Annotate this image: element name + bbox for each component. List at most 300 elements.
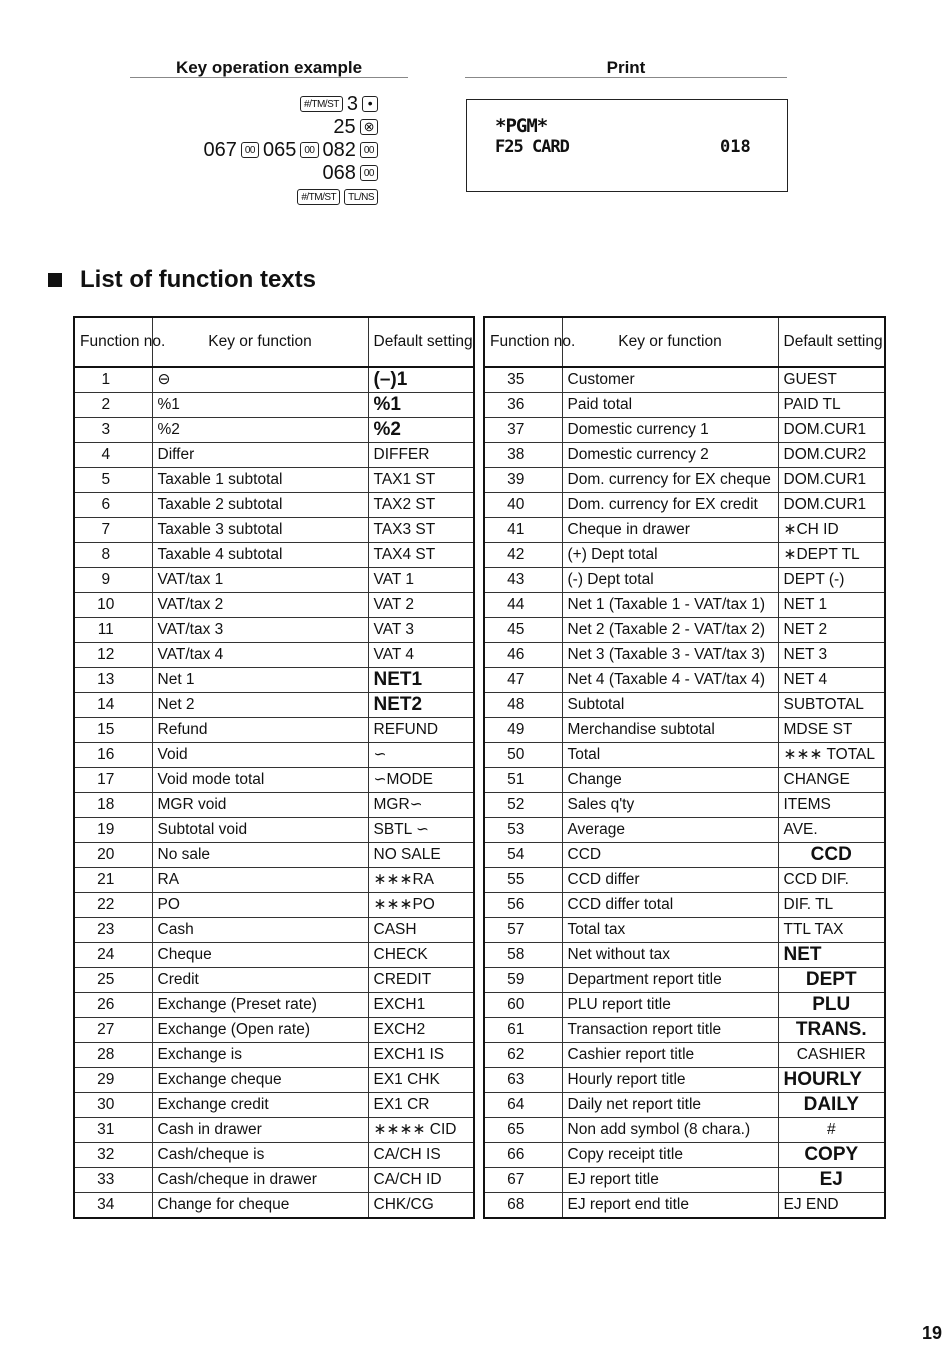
function-no-cell: 9 xyxy=(74,568,152,593)
print-receipt-box xyxy=(466,99,788,192)
key-sequence-line-2 xyxy=(333,116,378,138)
default-setting-cell: PLU xyxy=(778,993,885,1018)
key-digit: 067 xyxy=(203,139,237,161)
default-setting-cell: NET xyxy=(778,943,885,968)
function-no-cell: 53 xyxy=(484,818,562,843)
function-no-cell: 13 xyxy=(74,668,152,693)
key-or-function-cell: Exchange credit xyxy=(152,1093,368,1118)
table-row xyxy=(74,943,474,968)
table-row xyxy=(74,868,474,893)
table-row xyxy=(484,493,885,518)
default-setting-cell: ∗∗∗ TOTAL xyxy=(778,743,885,768)
key-or-function-cell: Taxable 4 subtotal xyxy=(152,543,368,568)
key-or-function-cell: Cash/cheque in drawer xyxy=(152,1168,368,1193)
key-or-function-cell: Net 3 (Taxable 3 - VAT/tax 3) xyxy=(562,643,778,668)
default-setting-cell: NET1 xyxy=(368,668,474,693)
default-setting-cell: GUEST xyxy=(778,367,885,393)
function-no-cell: 35 xyxy=(484,367,562,393)
default-setting-cell: EJ xyxy=(778,1168,885,1193)
default-setting-cell: ∽MODE xyxy=(368,768,474,793)
table-row xyxy=(74,543,474,568)
function-no-cell: 27 xyxy=(74,1018,152,1043)
tm-st-key: #/TM/ST xyxy=(300,96,343,112)
table-row xyxy=(74,1093,474,1118)
default-setting-cell: EJ END xyxy=(778,1193,885,1219)
key-or-function-cell: Void xyxy=(152,743,368,768)
table-row xyxy=(484,468,885,493)
key-or-function-cell: Total xyxy=(562,743,778,768)
function-no-cell: 45 xyxy=(484,618,562,643)
table-row xyxy=(484,693,885,718)
default-setting-cell: EX1 CR xyxy=(368,1093,474,1118)
key-or-function-cell: Exchange (Preset rate) xyxy=(152,993,368,1018)
header-key-or-function: Key or function xyxy=(152,317,368,367)
function-no-cell: 22 xyxy=(74,893,152,918)
key-or-function-cell: PO xyxy=(152,893,368,918)
table-row xyxy=(74,1043,474,1068)
function-no-cell: 18 xyxy=(74,793,152,818)
function-no-cell: 56 xyxy=(484,893,562,918)
function-no-cell: 8 xyxy=(74,543,152,568)
default-setting-cell: ∗CH ID xyxy=(778,518,885,543)
default-setting-cell: CHANGE xyxy=(778,768,885,793)
table-row xyxy=(74,718,474,743)
table-row xyxy=(74,893,474,918)
function-table-left xyxy=(73,316,475,1219)
table-body-left xyxy=(74,367,474,1218)
function-no-cell: 48 xyxy=(484,693,562,718)
default-setting-cell: SBTL ∽ xyxy=(368,818,474,843)
default-setting-cell: COPY xyxy=(778,1143,885,1168)
function-no-cell: 46 xyxy=(484,643,562,668)
key-operation-rule xyxy=(130,77,408,78)
function-no-cell: 12 xyxy=(74,643,152,668)
key-digit: 082 xyxy=(322,139,356,161)
key-or-function-cell: (-) Dept total xyxy=(562,568,778,593)
key-sequence-line-5 xyxy=(297,186,378,208)
key-sequence-line-1 xyxy=(300,93,378,115)
default-setting-cell: VAT 2 xyxy=(368,593,474,618)
table-row xyxy=(484,568,885,593)
key-or-function-cell: Refund xyxy=(152,718,368,743)
table-row xyxy=(74,918,474,943)
function-no-cell: 5 xyxy=(74,468,152,493)
key-or-function-cell: EJ report title xyxy=(562,1168,778,1193)
key-or-function-cell: CCD differ total xyxy=(562,893,778,918)
function-no-cell: 10 xyxy=(74,593,152,618)
key-or-function-cell: Change xyxy=(562,768,778,793)
key-or-function-cell: Cashier report title xyxy=(562,1043,778,1068)
default-setting-cell: %1 xyxy=(368,393,474,418)
function-no-cell: 1 xyxy=(74,367,152,393)
function-no-cell: 63 xyxy=(484,1068,562,1093)
header-key-or-function: Key or function xyxy=(562,317,778,367)
default-setting-cell: TAX4 ST xyxy=(368,543,474,568)
function-no-cell: 19 xyxy=(74,818,152,843)
function-no-cell: 67 xyxy=(484,1168,562,1193)
table-row xyxy=(74,418,474,443)
key-or-function-cell: Domestic currency 2 xyxy=(562,443,778,468)
function-no-cell: 7 xyxy=(74,518,152,543)
table-row xyxy=(484,618,885,643)
default-setting-cell: %2 xyxy=(368,418,474,443)
table-row xyxy=(484,718,885,743)
function-no-cell: 3 xyxy=(74,418,152,443)
key-or-function-cell: Subtotal xyxy=(562,693,778,718)
key-or-function-cell: ⊖ xyxy=(152,367,368,393)
key-or-function-cell: Cash xyxy=(152,918,368,943)
print-line-code: F25 CARD xyxy=(495,137,569,157)
table-row xyxy=(484,793,885,818)
table-row xyxy=(74,643,474,668)
default-setting-cell: CA/CH ID xyxy=(368,1168,474,1193)
default-setting-cell: EX1 CHK xyxy=(368,1068,474,1093)
table-row xyxy=(74,693,474,718)
function-no-cell: 25 xyxy=(74,968,152,993)
default-setting-cell: EXCH2 xyxy=(368,1018,474,1043)
default-setting-cell: VAT 4 xyxy=(368,643,474,668)
function-no-cell: 52 xyxy=(484,793,562,818)
key-or-function-cell: Customer xyxy=(562,367,778,393)
default-setting-cell: TTL TAX xyxy=(778,918,885,943)
table-row xyxy=(484,393,885,418)
key-or-function-cell: Dom. currency for EX credit xyxy=(562,493,778,518)
key-or-function-cell: %2 xyxy=(152,418,368,443)
function-no-cell: 14 xyxy=(74,693,152,718)
table-row xyxy=(484,818,885,843)
function-no-cell: 57 xyxy=(484,918,562,943)
key-digit: 3 xyxy=(346,93,358,115)
table-row xyxy=(484,1093,885,1118)
default-setting-cell: VAT 3 xyxy=(368,618,474,643)
function-no-cell: 36 xyxy=(484,393,562,418)
default-setting-cell: CHECK xyxy=(368,943,474,968)
key-or-function-cell: Daily net report title xyxy=(562,1093,778,1118)
table-row xyxy=(484,943,885,968)
table-row xyxy=(74,1018,474,1043)
table-row xyxy=(484,768,885,793)
table-row xyxy=(74,568,474,593)
function-no-cell: 28 xyxy=(74,1043,152,1068)
key-or-function-cell: Non add symbol (8 chara.) xyxy=(562,1118,778,1143)
key-or-function-cell: Credit xyxy=(152,968,368,993)
key-or-function-cell: Cheque xyxy=(152,943,368,968)
default-setting-cell: NET 3 xyxy=(778,643,885,668)
table-row xyxy=(484,968,885,993)
table-row xyxy=(484,367,885,393)
table-row xyxy=(74,443,474,468)
key-or-function-cell: VAT/tax 1 xyxy=(152,568,368,593)
default-setting-cell: ∗∗∗PO xyxy=(368,893,474,918)
double-zero-key: 00 xyxy=(241,142,259,158)
key-or-function-cell: Subtotal void xyxy=(152,818,368,843)
table-row xyxy=(74,393,474,418)
function-no-cell: 47 xyxy=(484,668,562,693)
function-no-cell: 41 xyxy=(484,518,562,543)
table-row xyxy=(74,668,474,693)
function-no-cell: 55 xyxy=(484,868,562,893)
key-or-function-cell: PLU report title xyxy=(562,993,778,1018)
table-row xyxy=(484,743,885,768)
table-row xyxy=(484,918,885,943)
key-or-function-cell: Net 1 (Taxable 1 - VAT/tax 1) xyxy=(562,593,778,618)
function-no-cell: 49 xyxy=(484,718,562,743)
table-row xyxy=(484,1168,885,1193)
table-row xyxy=(484,1018,885,1043)
key-or-function-cell: Copy receipt title xyxy=(562,1143,778,1168)
table-row xyxy=(484,1068,885,1093)
default-setting-cell: DOM.CUR1 xyxy=(778,493,885,518)
function-no-cell: 30 xyxy=(74,1093,152,1118)
table-row xyxy=(484,543,885,568)
key-or-function-cell: No sale xyxy=(152,843,368,868)
function-no-cell: 16 xyxy=(74,743,152,768)
key-digit: 25 xyxy=(333,116,356,138)
decimal-key: • xyxy=(362,96,378,112)
default-setting-cell: NET 1 xyxy=(778,593,885,618)
key-or-function-cell: Cash in drawer xyxy=(152,1118,368,1143)
function-no-cell: 64 xyxy=(484,1093,562,1118)
function-no-cell: 54 xyxy=(484,843,562,868)
default-setting-cell: VAT 1 xyxy=(368,568,474,593)
function-no-cell: 59 xyxy=(484,968,562,993)
double-zero-key: 00 xyxy=(300,142,318,158)
function-no-cell: 17 xyxy=(74,768,152,793)
function-no-cell: 33 xyxy=(74,1168,152,1193)
default-setting-cell: NO SALE xyxy=(368,843,474,868)
key-or-function-cell: Taxable 1 subtotal xyxy=(152,468,368,493)
table-row xyxy=(74,1118,474,1143)
function-no-cell: 2 xyxy=(74,393,152,418)
key-or-function-cell: EJ report end title xyxy=(562,1193,778,1219)
default-setting-cell: PAID TL xyxy=(778,393,885,418)
default-setting-cell: ∗∗∗∗ CID xyxy=(368,1118,474,1143)
default-setting-cell: ∗∗∗RA xyxy=(368,868,474,893)
header-default-setting: Default setting xyxy=(778,317,885,367)
function-no-cell: 58 xyxy=(484,943,562,968)
key-or-function-cell: Taxable 2 subtotal xyxy=(152,493,368,518)
multiply-key: ⊗ xyxy=(360,119,378,135)
default-setting-cell: CREDIT xyxy=(368,968,474,993)
key-or-function-cell: Cash/cheque is xyxy=(152,1143,368,1168)
key-or-function-cell: %1 xyxy=(152,393,368,418)
function-no-cell: 6 xyxy=(74,493,152,518)
table-row xyxy=(74,843,474,868)
table-row xyxy=(74,993,474,1018)
key-or-function-cell: Change for cheque xyxy=(152,1193,368,1219)
double-zero-key: 00 xyxy=(360,142,378,158)
function-no-cell: 4 xyxy=(74,443,152,468)
table-body-right xyxy=(484,367,885,1218)
table-row xyxy=(74,743,474,768)
default-setting-cell: DOM.CUR2 xyxy=(778,443,885,468)
default-setting-cell: TAX1 ST xyxy=(368,468,474,493)
default-setting-cell: DAILY xyxy=(778,1093,885,1118)
table-row xyxy=(74,968,474,993)
function-no-cell: 50 xyxy=(484,743,562,768)
table-row xyxy=(74,1068,474,1093)
function-no-cell: 21 xyxy=(74,868,152,893)
function-no-cell: 26 xyxy=(74,993,152,1018)
default-setting-cell: ∗DEPT TL xyxy=(778,543,885,568)
default-setting-cell: REFUND xyxy=(368,718,474,743)
print-heading: Print xyxy=(606,58,646,77)
function-no-cell: 51 xyxy=(484,768,562,793)
tl-ns-key: TL/NS xyxy=(344,189,378,205)
default-setting-cell: SUBTOTAL xyxy=(778,693,885,718)
function-no-cell: 34 xyxy=(74,1193,152,1219)
function-no-cell: 24 xyxy=(74,943,152,968)
default-setting-cell: CHK/CG xyxy=(368,1193,474,1219)
key-or-function-cell: Net 1 xyxy=(152,668,368,693)
key-or-function-cell: Differ xyxy=(152,443,368,468)
function-no-cell: 31 xyxy=(74,1118,152,1143)
default-setting-cell: TRANS. xyxy=(778,1018,885,1043)
default-setting-cell: DEPT xyxy=(778,968,885,993)
key-or-function-cell: Net 2 (Taxable 2 - VAT/tax 2) xyxy=(562,618,778,643)
function-no-cell: 32 xyxy=(74,1143,152,1168)
default-setting-cell: MGR∽ xyxy=(368,793,474,818)
table-row xyxy=(484,643,885,668)
table-row xyxy=(74,468,474,493)
key-or-function-cell: VAT/tax 4 xyxy=(152,643,368,668)
key-sequence-line-3 xyxy=(204,139,379,161)
key-or-function-cell: Net 2 xyxy=(152,693,368,718)
key-sequence-line-4 xyxy=(323,162,379,184)
key-or-function-cell: Transaction report title xyxy=(562,1018,778,1043)
key-or-function-cell: Exchange (Open rate) xyxy=(152,1018,368,1043)
table-header-row xyxy=(74,317,474,367)
key-or-function-cell: Exchange is xyxy=(152,1043,368,1068)
default-setting-cell: TAX3 ST xyxy=(368,518,474,543)
table-header-row xyxy=(484,317,885,367)
table-row xyxy=(74,793,474,818)
key-or-function-cell: Net 4 (Taxable 4 - VAT/tax 4) xyxy=(562,668,778,693)
default-setting-cell: MDSE ST xyxy=(778,718,885,743)
key-or-function-cell: Average xyxy=(562,818,778,843)
key-or-function-cell: Net without tax xyxy=(562,943,778,968)
default-setting-cell: DEPT (-) xyxy=(778,568,885,593)
function-no-cell: 39 xyxy=(484,468,562,493)
table-row xyxy=(484,1118,885,1143)
table-row xyxy=(74,493,474,518)
key-or-function-cell: MGR void xyxy=(152,793,368,818)
square-bullet-icon xyxy=(48,273,62,287)
function-no-cell: 11 xyxy=(74,618,152,643)
header-function-no: Function no. xyxy=(74,317,152,367)
default-setting-cell: ∽ xyxy=(368,743,474,768)
function-no-cell: 23 xyxy=(74,918,152,943)
table-row xyxy=(74,1143,474,1168)
function-no-cell: 38 xyxy=(484,443,562,468)
key-digit: 068 xyxy=(322,162,356,184)
key-or-function-cell: VAT/tax 3 xyxy=(152,618,368,643)
key-operation-heading: Key operation example xyxy=(175,58,363,77)
default-setting-cell: DIFFER xyxy=(368,443,474,468)
list-title xyxy=(48,266,316,294)
table-row xyxy=(484,1043,885,1068)
table-row xyxy=(484,1193,885,1219)
default-setting-cell: NET 2 xyxy=(778,618,885,643)
key-or-function-cell: RA xyxy=(152,868,368,893)
key-or-function-cell: Void mode total xyxy=(152,768,368,793)
function-no-cell: 65 xyxy=(484,1118,562,1143)
key-digit: 065 xyxy=(263,139,297,161)
default-setting-cell: NET 4 xyxy=(778,668,885,693)
key-or-function-cell: Total tax xyxy=(562,918,778,943)
function-no-cell: 66 xyxy=(484,1143,562,1168)
table-row xyxy=(74,593,474,618)
print-line-pgm: *PGM* xyxy=(495,115,548,137)
table-row xyxy=(74,1168,474,1193)
default-setting-cell: CASHIER xyxy=(778,1043,885,1068)
function-no-cell: 43 xyxy=(484,568,562,593)
print-rule xyxy=(465,77,787,78)
tm-st-key: #/TM/ST xyxy=(297,189,340,205)
table-row xyxy=(74,518,474,543)
function-no-cell: 60 xyxy=(484,993,562,1018)
function-no-cell: 20 xyxy=(74,843,152,868)
list-title-text: List of function texts xyxy=(80,266,316,293)
key-or-function-cell: (+) Dept total xyxy=(562,543,778,568)
default-setting-cell: DOM.CUR1 xyxy=(778,468,885,493)
key-or-function-cell: Sales q'ty xyxy=(562,793,778,818)
default-setting-cell: ITEMS xyxy=(778,793,885,818)
default-setting-cell: DOM.CUR1 xyxy=(778,418,885,443)
key-or-function-cell: Cheque in drawer xyxy=(562,518,778,543)
default-setting-cell: CCD DIF. xyxy=(778,868,885,893)
table-row xyxy=(74,768,474,793)
function-no-cell: 15 xyxy=(74,718,152,743)
default-setting-cell: CA/CH IS xyxy=(368,1143,474,1168)
function-no-cell: 29 xyxy=(74,1068,152,1093)
print-line-value: 018 xyxy=(720,137,751,157)
default-setting-cell: DIF. TL xyxy=(778,893,885,918)
key-or-function-cell: Hourly report title xyxy=(562,1068,778,1093)
table-row xyxy=(484,868,885,893)
table-row xyxy=(484,443,885,468)
key-or-function-cell: Dom. currency for EX cheque xyxy=(562,468,778,493)
function-no-cell: 68 xyxy=(484,1193,562,1219)
default-setting-cell: CASH xyxy=(368,918,474,943)
function-table-right xyxy=(483,316,886,1219)
key-or-function-cell: Taxable 3 subtotal xyxy=(152,518,368,543)
table-row xyxy=(484,518,885,543)
function-no-cell: 62 xyxy=(484,1043,562,1068)
page-number: 19 xyxy=(922,1323,943,1343)
key-or-function-cell: Exchange cheque xyxy=(152,1068,368,1093)
default-setting-cell: # xyxy=(778,1118,885,1143)
table-row xyxy=(484,593,885,618)
table-row xyxy=(74,367,474,393)
key-or-function-cell: CCD differ xyxy=(562,868,778,893)
table-row xyxy=(484,418,885,443)
key-or-function-cell: VAT/tax 2 xyxy=(152,593,368,618)
function-no-cell: 44 xyxy=(484,593,562,618)
table-row xyxy=(74,1193,474,1219)
function-no-cell: 42 xyxy=(484,543,562,568)
table-row xyxy=(484,843,885,868)
table-row xyxy=(74,818,474,843)
header-default-setting: Default setting xyxy=(368,317,474,367)
default-setting-cell: HOURLY xyxy=(778,1068,885,1093)
default-setting-cell: AVE. xyxy=(778,818,885,843)
table-row xyxy=(484,993,885,1018)
key-or-function-cell: Paid total xyxy=(562,393,778,418)
default-setting-cell: NET2 xyxy=(368,693,474,718)
table-row xyxy=(484,1143,885,1168)
function-no-cell: 40 xyxy=(484,493,562,518)
